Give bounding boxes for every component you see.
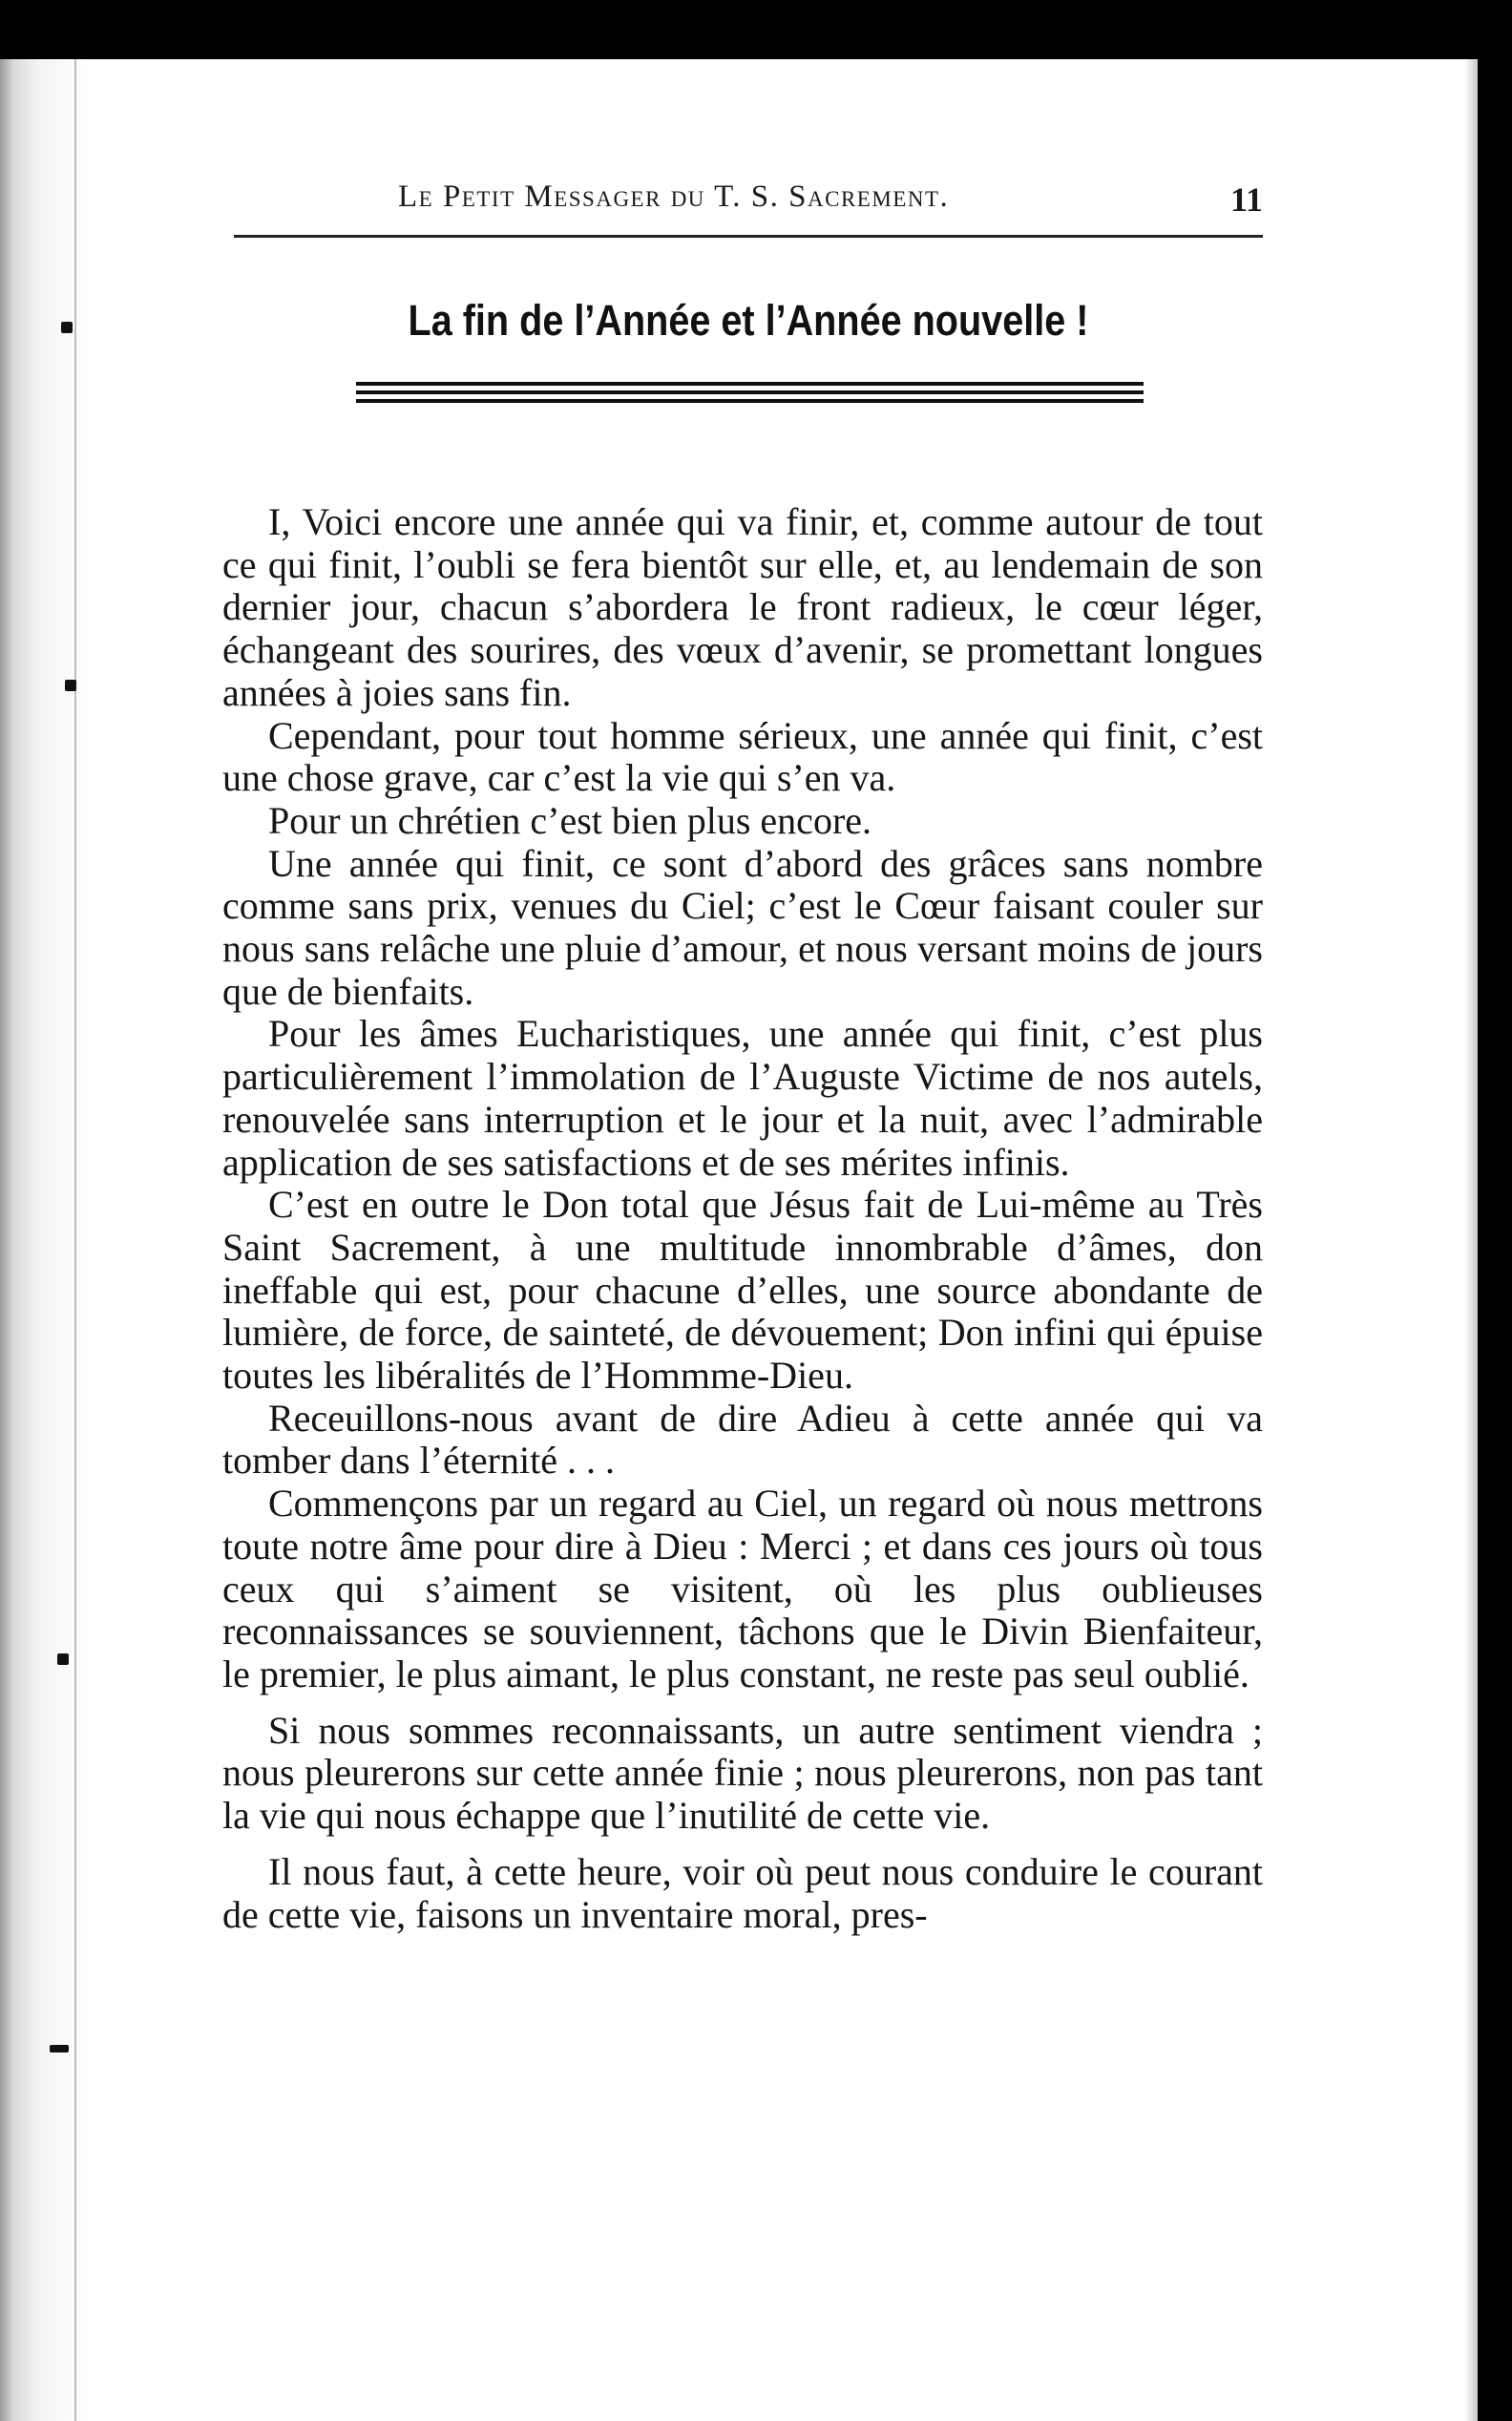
article-body — [222, 501, 1263, 1936]
title-rule — [356, 399, 1144, 403]
paragraph: I, Voici encore une année qui va finir, et, comme autour de tout ce qui finit, l’oubli se fera bientôt sur elle, et, au lendemain de son dernier jour, chacun s’abordera le front radieux, le cœur léger, échangeant des sourires, des vœux d’avenir, se promettant longues années à joies sans fin. — [222, 500, 1263, 714]
header-rule — [234, 235, 1263, 238]
page-number: 11 — [1229, 180, 1263, 219]
title-rule — [356, 390, 1144, 394]
page-header — [234, 179, 1263, 225]
article-title: La fin de l’Année et l’Année nouvelle ! — [408, 296, 1089, 345]
paragraph: Receuillons-nous avant de dire Adieu à cette année qui va tomber dans l’éternité . . . — [222, 1396, 1263, 1483]
paragraph: Une année qui finit, ce sont d’abord des grâces sans nombre comme sans prix, venues du Ciel; c’est le Cœur faisant couler sur nous sans relâche une pluie d’amour, et nous versant moins de jours que de bienfaits. — [222, 841, 1263, 1013]
margin-speck — [57, 1653, 69, 1665]
margin-speck — [50, 2045, 69, 2053]
page-binding-shadow — [0, 59, 92, 2421]
paragraph: Si nous sommes reconnaissants, un autre sentiment viendra ; nous pleurerons sur cette année finie ; nous pleurerons, non pas tant la vie qui nous échappe que l’inutilité de cette vie. — [222, 1708, 1263, 1838]
paragraph: Cependant, pour tout homme sérieux, une année qui finit, c’est une chose grave, car c’est la vie qui s’en va. — [222, 713, 1263, 800]
paragraph: Il nous faut, à cette heure, voir où peut nous conduire le courant de cette vie, faisons un inventaire moral, pres- — [222, 1849, 1263, 1936]
page-right-edge — [1464, 59, 1478, 2421]
paragraph: C’est en outre le Don total que Jésus fait de Lui-même au Très Saint Sacrement, à une multitude innombrable d’âmes, don ineffable qui est, pour chacune d’elles, une source abondante de lumière, de force, de sainteté, de dévouement; Don infini qui épuise toutes les libéralités de l’Hommme-Dieu. — [222, 1183, 1263, 1398]
title-rules — [356, 382, 1144, 408]
running-head: Le Petit Messager du T. S. Sacrement. — [398, 179, 950, 214]
margin-speck — [65, 680, 76, 691]
gutter-line — [74, 59, 76, 2421]
paragraph: Commençons par un regard au Ciel, un regard où nous mettrons toute notre âme pour dire à Dieu : Merci ; et dans ces jours où tous ceux qui s’aiment se visitent, où les plus oublieuses reconnaissances se souviennent, tâchons que le Divin Bienfaiteur, le premier, le plus aimant, le plus constant, ne reste pas seul oublié. — [222, 1482, 1263, 1695]
title-rule — [356, 382, 1144, 386]
paragraph: Pour un chrétien c’est bien plus encore. — [268, 798, 872, 842]
margin-speck — [61, 322, 73, 333]
paragraph: Pour les âmes Eucharistiques, une année qui finit, c’est plus particulièrement l’immolation de l’Auguste Victime de nos autels, renouvelée sans interruption et le jour et la nuit, avec l’admirable application de ses satisfactions et de ses mérites infinis. — [222, 1012, 1263, 1184]
